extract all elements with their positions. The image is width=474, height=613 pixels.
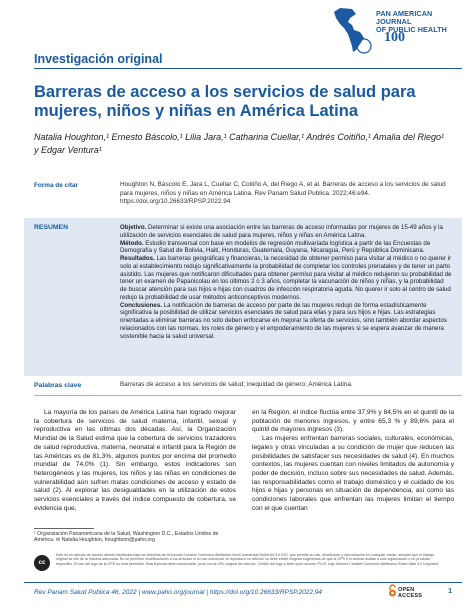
abstract-objective: Objetivo. Determinar si existe una asociación entre las barreras de acceso informadas por mujeres de 15-49 años y la utilización de servicios esenciales de salud para mujeres, niños y niñas en América Latina. <box>120 224 443 239</box>
journal-name-line2: OF PUBLIC HEALTH <box>376 25 447 34</box>
header-divider <box>34 68 462 69</box>
americas-map-icon <box>330 6 376 54</box>
open-access-badge <box>388 584 428 598</box>
license-text: Este es un artículo de acceso abierto distribuido bajo los términos de la licencia Creative Commons Attribution-NonCommercial-NoDerivs 3.0 IGO, que permite su uso, distribución y reproducción en cualquier medio, siempre que el trabajo original se cite de la manera adecuada. No se permiten modificaciones a los artículos ni su uso comercial. Al reproducir un artículo no debe existir ninguna sugerencia de que la OPS o el artículo avalan a una organización o un producto específico. El uso del logo de la OPS no está permitido. Esta leyenda debe conservarse, junto con la URL original del artículo. Crédito del logo y texto open access: PLoS, bajo licencia Creative Commons Attribution-Share Alike 3.0 Unported. <box>56 553 440 566</box>
author-list: Natalia Houghton,¹ Ernesto Báscolo,¹ Lilia Jara,¹ Catharina Cuellar,¹ Andrés Coitiño,¹ Amalia del Riego¹ y Edgar Ventura¹ <box>34 132 445 155</box>
footer-divider <box>24 582 462 583</box>
footer-citation: Rev Panam Salud Publica 46, 2022 | www.paho.org/journal | https://doi.org/10.26633/RPSP.2022.94 <box>34 589 323 596</box>
article-title: Barreras de acceso a los servicios de salud para mujeres, niños y niñas en América Latina <box>34 83 416 120</box>
keywords-divider <box>34 395 462 396</box>
journal-name-line1: PAN AMERICAN JOURNAL <box>376 9 433 26</box>
section-label: Investigación original <box>34 52 163 66</box>
affiliation-footnote: ¹ Organización Panamericana de la Salud, Washington D.C., Estados Unidos de América. ✉ Natalia Houghton, houghtonn@paho.org <box>34 531 219 544</box>
footnote-divider <box>34 528 94 529</box>
body-column-right <box>252 409 454 513</box>
abstract-conclusions: Conclusiones. La notificación de barreras de acceso por parte de las mujeres redujo de forma estadísticamente significativa la posibilidad de utilizar servicios esenciales de salud para ellas y para sus hijos e hijas. Las estrategias orientadas a eliminar barreras no solo deben enfocarse en mejorar la oferta de servicios, sino también abordar aspectos relacionados con las normas, los roles de género y el empoderamiento de las mujeres si se espera avanzar de manera sostenible hacia la salud universal. <box>120 301 447 340</box>
abstract-method: Método. Estudio transversal con base en modelos de regresión multivariada logística a partir de las Encuestas de Demografía y Salud de Bolivia, Haití, Honduras, Guatemala, Guyana, Nicaragua, Perú y República Dominicana. <box>120 239 431 255</box>
anniversary-badge: 100 <box>384 30 405 45</box>
body-column-left <box>34 409 236 513</box>
keywords-text: Barreras de acceso a los servicios de salud; inequidad de género; América Latina. <box>120 381 353 388</box>
body-paragraph: Las mujeres enfrentan barreras sociales, culturales, económicas, legales y otras vinculadas a su condición de mujer que reducen las posibilidades de satisfacer sus necesidades de salud (4). En muchos contextos, las mujeres cuentan con niveles limitados de autonomía y poder de decisión, incluso sobre sus necesidades de salud. Además, las responsabilidades como el trabajo doméstico y el cuidado de los hijos e hijas y personas en situación de dependencia, así como las condiciones laborales que enfrentan las mujeres limitan el tiempo con el que cuentan <box>252 435 454 512</box>
citation-label: Forma de citar <box>34 182 79 189</box>
keywords-label: Palabras clave <box>34 382 82 389</box>
creative-commons-icon: cc <box>34 555 50 571</box>
body-paragraph: en la Región, el índice fluctúa entre 37,9% y 84,5% en el quintil de la población de menores ingresos, y entre 65,3 % y 89,6% para el quintil de mayores ingresos (3). <box>252 409 454 434</box>
citation-text: Houghton N, Báscolo E, Jara L, Cuellar C, Coitiño A, del Riego A, et al. Barreras de acceso a los servicios de salud para mujeres, niños y niñas en América Latina. Rev Panam Salud Publica. 2022;46:e94. https://doi.org/10.26633/RPSP.2022.94 <box>120 181 446 206</box>
journal-logo <box>330 6 460 54</box>
abstract-body <box>120 224 452 340</box>
page-number: 1 <box>448 588 452 595</box>
abstract-results: Resultados. Las barreras geográficas y financieras, la necesidad de obtener permiso para visitar al médico o no querer ir solo al establecimiento redujo significativamente la probabilidad de completar los controles prenatales y de tener un parto asistido. Las mujeres que notificaron dificultades para obtener permiso para visitar al médico redujeron su probabilidad de tener un examen de Papanicolau en los últimos 2 o 3 años, completar la vacunación de niños y niñas, y la probabilidad de buscar atención para sus hijos e hijas con cuadros de infección respiratoria aguda. No querer ir solo al centro de salud redujo la probabilidad de usar métodos anticonceptivos modernos. <box>120 255 452 301</box>
open-access-label: OPEN ACCESS <box>398 587 423 599</box>
license-notice <box>34 553 446 573</box>
body-paragraph: La mayoría de los países de América Latina han logrado mejorar la cobertura de servicios de salud materna, infantil, sexual y reproductiva en las últimas dos décadas. Así, la Organización Mundial de la Salud estima que la cobertura de servicios trazadores de salud reproductiva, materna, neonatal e infantil para la Región de las Américas es de 81,3%, algunos puntos por encima del promedio mundial de 74,0% (1). Sin embargo, estos indicadores son heterogéneos y las mujeres, los niños y las niñas en condiciones de vulnerabilidad aún sufren malas condiciones de acceso y estado de salud (2). Al explorar las desigualdades en la utilización de estos servicios esenciales a través del índice compuesto de cobertura, se evidencia que, <box>34 409 236 512</box>
open-access-lock-icon <box>388 584 397 597</box>
abstract-label: RESUMEN <box>34 224 68 231</box>
